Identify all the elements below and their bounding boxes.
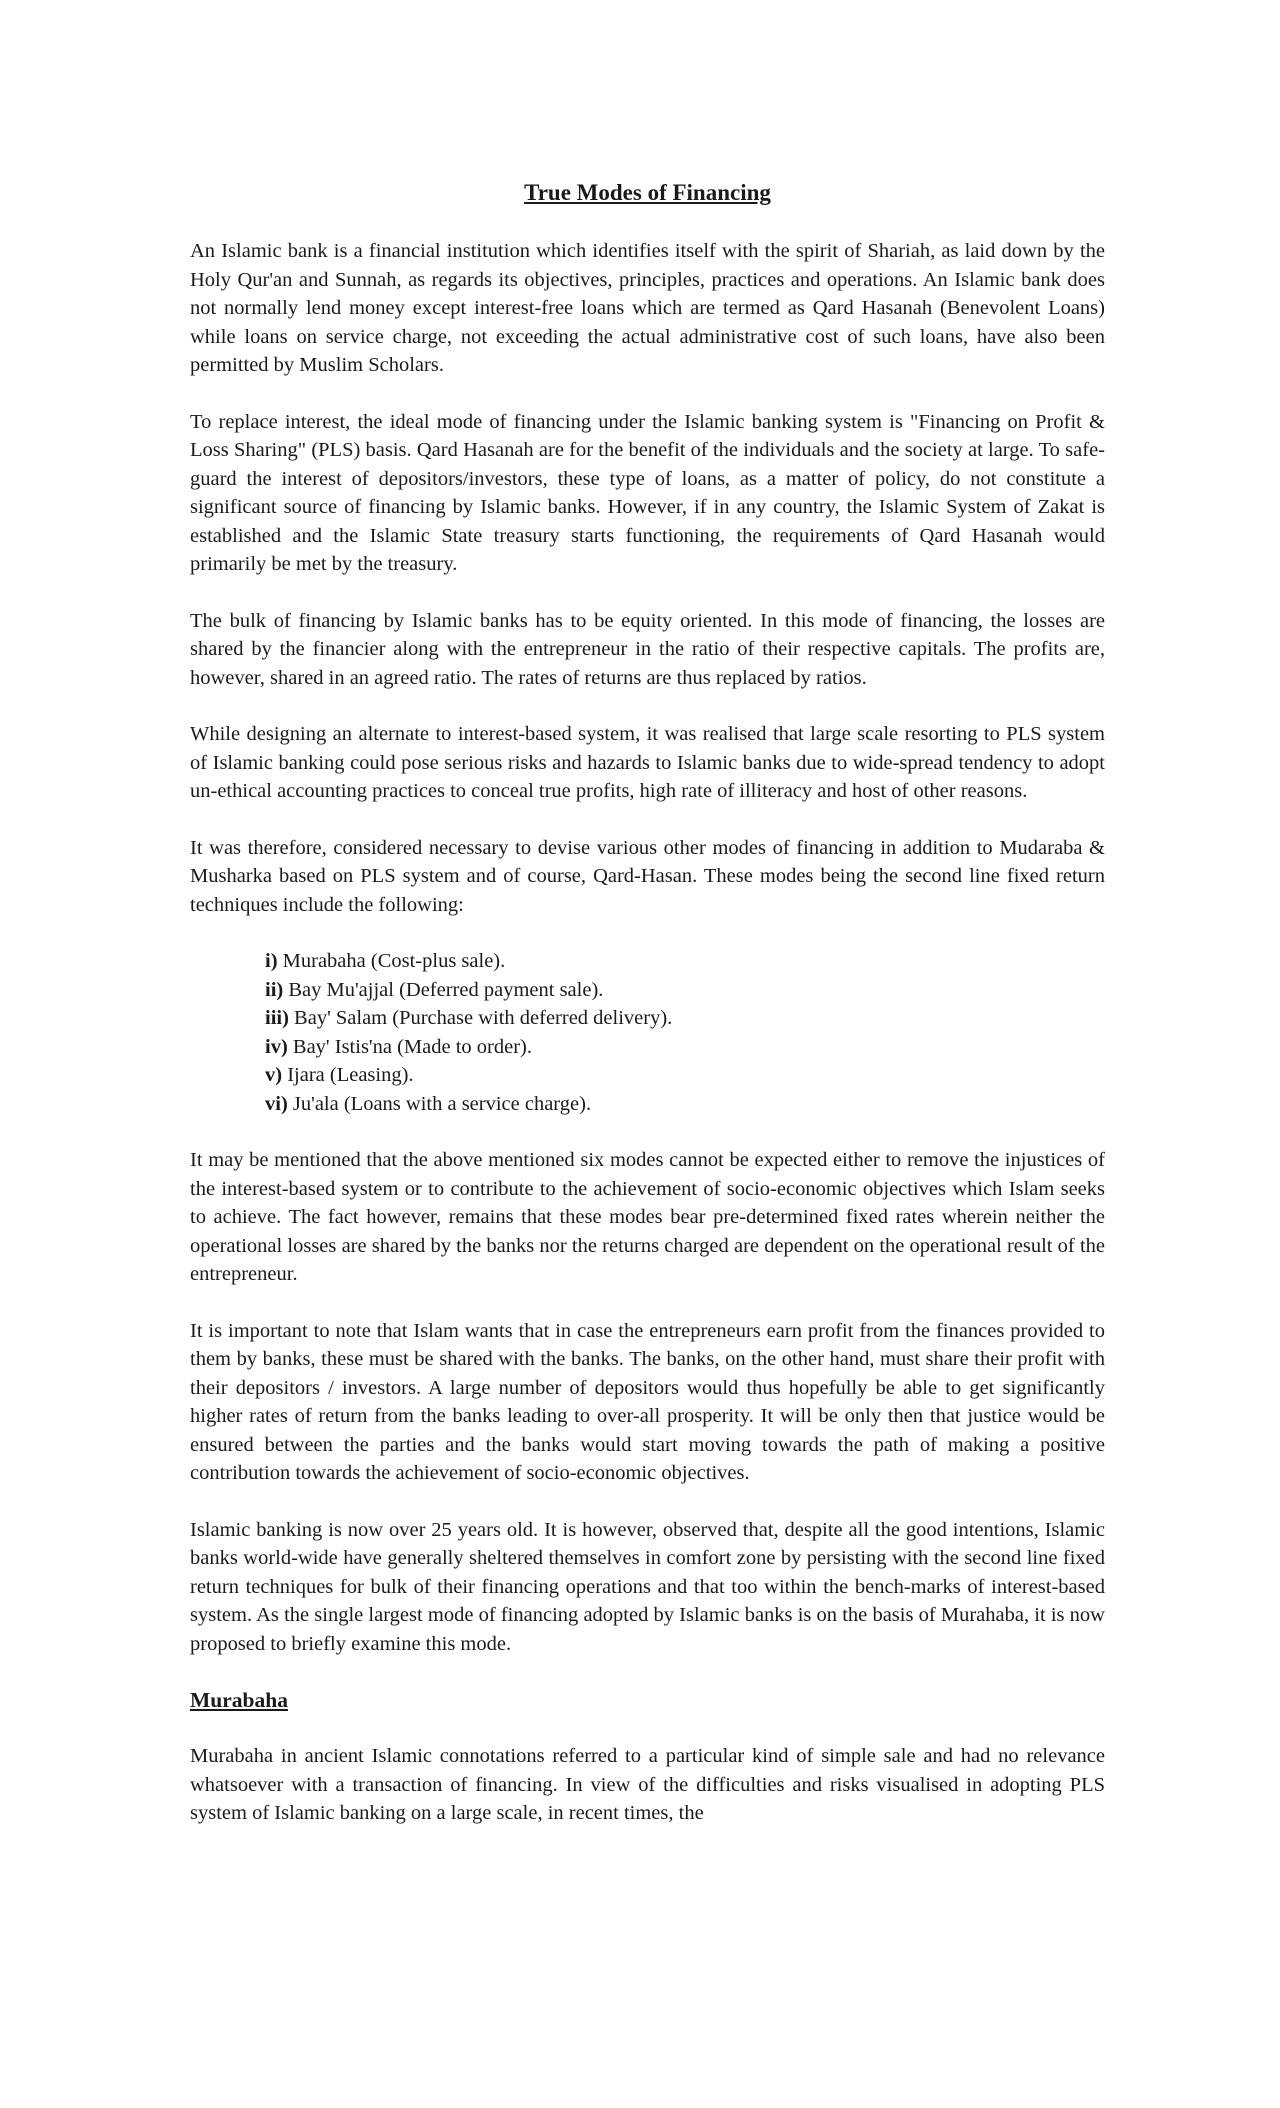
list-item: [265, 976, 1105, 1005]
list-item-text: Ju'ala (Loans with a service charge).: [292, 1092, 592, 1115]
paragraph: To replace interest, the ideal mode of financing under the Islamic banking system is "Financing on Profit & Loss Sharing" (PLS) basis. Qard Hasanah are for the benefit of the individuals and the society at large. To safe-guard the interest of depositors/investors, these type of loans, as a matter of policy, do not constitute a significant source of financing by Islamic banks. However, if in any country, the Islamic System of Zakat is established and the Islamic State treasury starts functioning, the requirements of Qard Hasanah would primarily be met by the treasury.: [190, 410, 1105, 575]
list-item-number: vi): [265, 1092, 288, 1115]
paragraph: Islamic banking is now over 25 years old. It is however, observed that, despite all the good intentions, Islamic banks world-wide have generally sheltered themselves in comfort zone by persisting with the second line fixed return techniques for bulk of their financing operations and that too within the bench-marks of interest-based system. As the single largest mode of financing adopted by Islamic banks is on the basis of Murahaba, it is now proposed to briefly examine this mode.: [190, 1518, 1105, 1655]
paragraph: It may be mentioned that the above mentioned six modes cannot be expected either to remove the injustices of the interest-based system or to contribute to the achievement of socio-economic objectives which Islam seeks to achieve. The fact however, remains that these modes bear pre-determined fixed rates wherein neither the operational losses are shared by the banks nor the returns charged are dependent on the operational result of the entrepreneur.: [190, 1149, 1105, 1285]
document-title: True Modes of Financing: [524, 180, 771, 205]
list-item-text: Bay' Istis'na (Made to order).: [292, 1035, 532, 1058]
list-item-number: iii): [265, 1007, 289, 1029]
list-item-text: Ijara (Leasing).: [287, 1064, 414, 1086]
list-item-text: Murabaha (Cost-plus sale).: [282, 950, 506, 972]
list-item: [265, 1061, 1105, 1090]
list-item: [265, 1004, 1105, 1033]
financing-modes-list: [265, 947, 1105, 1118]
list-item: [265, 1090, 1105, 1119]
list-item-text: Bay' Salam (Purchase with deferred delivery).: [294, 1007, 673, 1029]
section-heading-murabaha: Murabaha: [190, 1688, 288, 1712]
paragraph: It is important to note that Islam wants that in case the entrepreneurs earn profit from the finances provided to them by banks, these must be shared with the banks. The banks, on the other hand, must share their profit with their depositors / investors. A large number of depositors would thus hopefully be able to get significantly higher rates of return from the banks leading to over-all prosperity. It will be only then that justice would be ensured between the parties and the banks would start moving towards the path of making a positive contribution towards the achievement of socio-economic objectives.: [190, 1319, 1105, 1484]
paragraph: It was therefore, considered necessary to devise various other modes of financing in addition to Mudaraba & Musharka based on PLS system and of course, Qard-Hasan. These modes being the second line fixed return techniques include the following:: [190, 836, 1105, 916]
list-item-number: i): [265, 950, 278, 972]
paragraph: An Islamic bank is a financial institution which identifies itself with the spirit of Shariah, as laid down by the Holy Qur'an and Sunnah, as regards its objectives, principles, practices and operations. An Islamic bank does not normally lend money except interest-free loans which are termed as Qard Hasanah (Benevolent Loans) while loans on service charge, not exceeding the actual administrative cost of such loans, have also been permitted by Muslim Scholars.: [190, 240, 1105, 376]
paragraph: Murabaha in ancient Islamic connotations referred to a particular kind of simple sale and had no relevance whatsoever with a transaction of financing. In view of the difficulties and risks visualised in adopting PLS system of Islamic banking on a large scale, in recent times, the: [190, 1745, 1105, 1824]
paragraph: The bulk of financing by Islamic banks has to be equity oriented. In this mode of financing, the losses are shared by the financier along with the entrepreneur in the ratio of their respective capitals. The profits are, however, shared in an agreed ratio. The rates of returns are thus replaced by ratios.: [190, 609, 1105, 689]
paragraph: While designing an alternate to interest-based system, it was realised that large scale resorting to PLS system of Islamic banking could pose serious risks and hazards to Islamic banks due to wide-spread tendency to adopt un-ethical accounting practices to conceal true profits, high rate of illiteracy and host of other reasons.: [190, 723, 1105, 802]
list-item: [265, 947, 1105, 976]
list-item-number: v): [265, 1064, 283, 1086]
list-item-text: Bay Mu'ajjal (Deferred payment sale).: [288, 978, 604, 1001]
list-item: [265, 1033, 1105, 1062]
list-item-number: iv): [265, 1035, 288, 1058]
list-item-number: ii): [265, 978, 284, 1001]
